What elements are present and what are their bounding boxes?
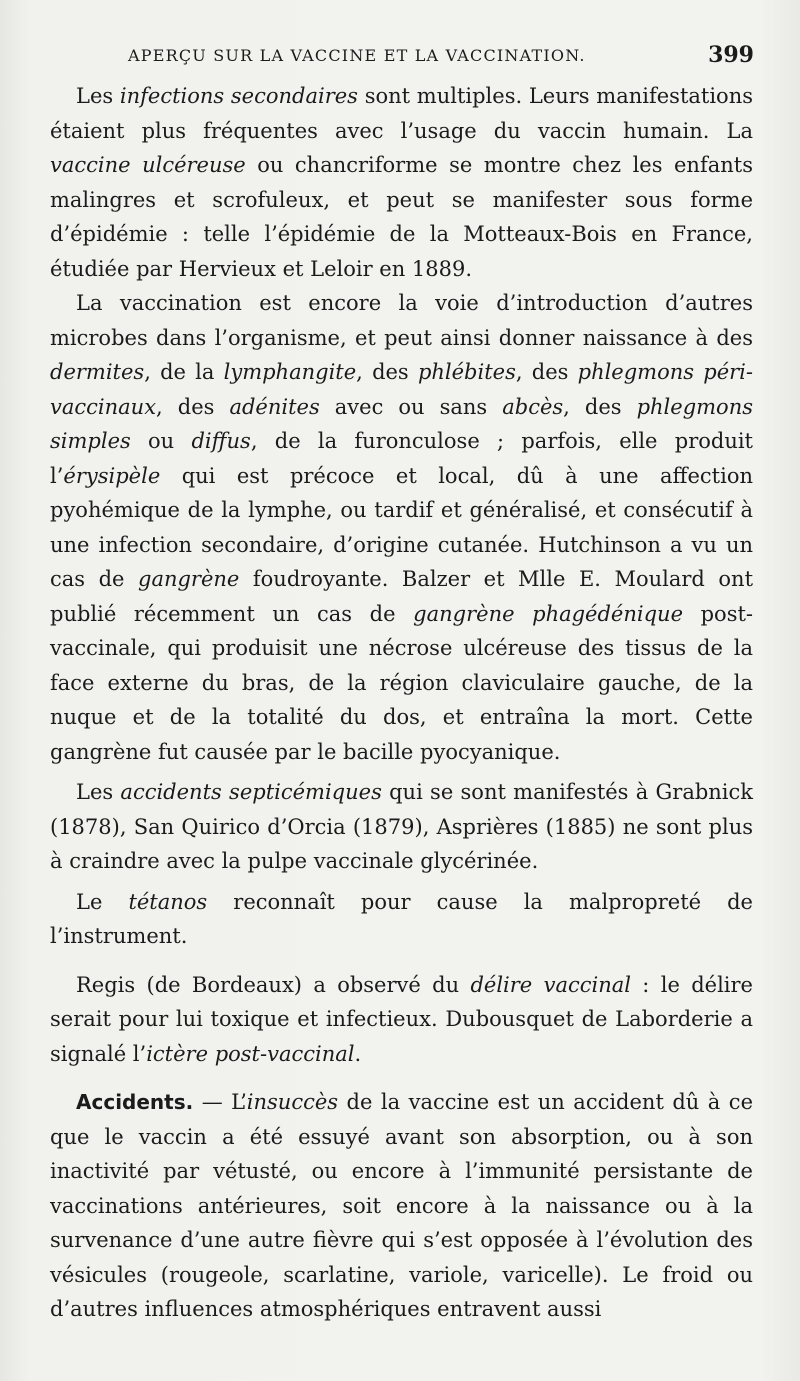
italic-term: tétanos: [128, 889, 208, 914]
italic-term: ictère post-vaccinal: [146, 1041, 355, 1066]
italic-term: vaccine ulcéreuse: [50, 153, 246, 177]
italic-term: accidents septicémiques: [120, 780, 382, 804]
page-header: [128, 40, 754, 74]
text-run: post-vaccinale, qui produisit une nécrose ulcéreuse des tissus de la face externe du bras, de la région claviculaire gauche, de la nuque et de la totalité du dos, et entraîna la mort. Cette gangrène fut causée par le bacille pyocyanique.: [50, 601, 754, 764]
text-run: La vaccination est encore la voie d’introduction d’autres microbes dans l’organisme, et peut ainsi donner naissance à des: [50, 291, 753, 350]
text-run: , des: [156, 394, 230, 419]
section-lead: Accidents.: [76, 1090, 194, 1114]
text-run: , des: [356, 360, 418, 384]
paragraph-vaccination-microbes: [50, 286, 753, 769]
page-number: 399: [708, 42, 754, 68]
running-title: APERÇU SUR LA VACCINE ET LA VACCINATION.: [128, 46, 586, 65]
text-run: reconnaît pour cause la malpropreté de l’instrument.: [50, 889, 753, 948]
text-run: : le délire serait pour lui toxique et infectieux. Dubousquet de Laborderie a signalé l’: [50, 972, 753, 1066]
italic-term: infections secondaires: [119, 84, 358, 108]
paragraph-delire-vaccinal: [50, 968, 753, 1072]
italic-term: insuccès: [246, 1090, 339, 1114]
text-run: avec ou sans: [319, 394, 503, 419]
text-run: , des: [515, 360, 578, 384]
italic-term: lymphangite: [223, 360, 357, 384]
italic-term: érysipèle: [63, 463, 161, 488]
italic-term: dermites: [50, 360, 145, 384]
text-run: de la vaccine est un accident dû à ce que le vaccin a été essuyé avant son absorption, ou à son inactivité par vétusté, ou encore à l’immunité persistante de vaccinations antérieures, soit encore à la naissance ou à la survenance d’une autre fièvre qui s’est opposée à l’évolution des vésicules (rougeole, scarlatine, variole, varicelle). Le froid ou d’autres influences atmosphériques entravent aussi: [50, 1090, 753, 1321]
text-run: .: [354, 1041, 362, 1066]
text-run: foudroyante. Balzer et Mlle E. Moulard ont publié récemment un cas de: [50, 567, 754, 626]
text-run: ou: [130, 429, 192, 453]
text-run: Les: [76, 780, 121, 804]
italic-term: abcès: [502, 394, 564, 419]
text-run: qui est précoce et local, dû à une affection pyohémique de la lymphe, ou tardif et généralisé, et consécutif à une infection secondaire, d’origine cutanée. Hutchinson a vu un cas de: [50, 463, 753, 591]
text-run: qui se sont manifestés à Grabnick (1878), San Quirico d’Orcia (1879), Asprières (1885) ne sont plus à craindre avec la pulpe vaccinale glycérinée.: [50, 780, 754, 873]
italic-term: gangrène: [138, 567, 240, 591]
paragraph-infections-secondaires: [50, 79, 753, 286]
text-run: ou chancriforme se montre chez les enfants malingres et scrofuleux, et peut se manifester sous forme d’épidémie : telle l’épidémie de la Motteaux-Bois en France, étudiée par Hervieux et Leloir en 1889.: [50, 153, 753, 281]
italic-term: diffus: [191, 429, 251, 453]
paragraph-accidents: [50, 1085, 753, 1327]
text-run: Les: [76, 84, 120, 108]
text-run: , de la furonculose ; parfois, elle produit l’: [50, 429, 753, 488]
italic-term: délire vaccinal: [470, 972, 631, 997]
italic-term: gangrène phagédénique: [413, 601, 683, 626]
text-run: , de la: [144, 360, 224, 384]
text-run: — L’: [193, 1090, 247, 1114]
paragraph-tetanos: [50, 885, 753, 954]
body-text: [50, 79, 753, 1327]
paragraph-accidents-septicemiques: [50, 775, 753, 879]
text-run: , des: [563, 394, 637, 419]
italic-term: adénites: [229, 394, 320, 419]
text-run: Le: [76, 889, 129, 914]
italic-term: phlébites: [417, 360, 516, 384]
text-run: Regis (de Bordeaux) a observé du: [76, 972, 471, 997]
italic-term: phlegmons simples: [50, 394, 753, 453]
italic-term: phlegmons péri-vaccinaux: [50, 360, 753, 419]
text-run: sont multiples. Leurs manifestations étaient plus fréquentes avec l’usage du vaccin humain. La: [50, 84, 754, 143]
